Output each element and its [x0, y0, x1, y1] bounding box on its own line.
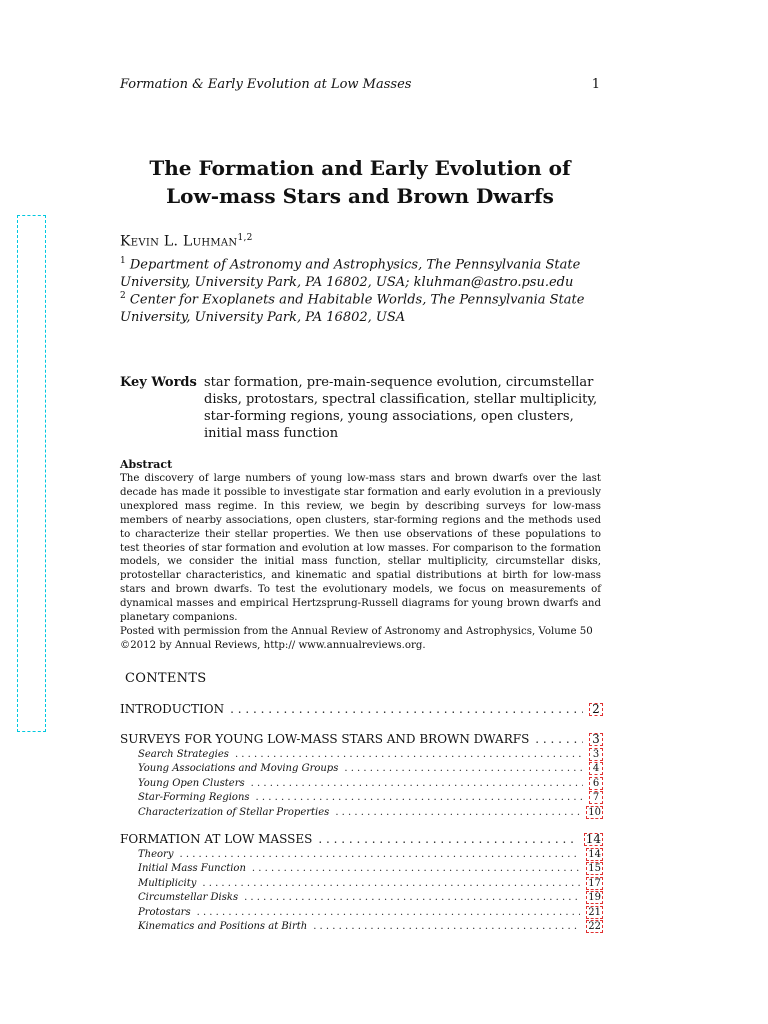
affiliation-2: [120, 287, 600, 327]
paper-title-line1: The Formation and Early Evolution of: [149, 156, 571, 180]
abstract-heading: Abstract: [120, 458, 173, 471]
toc-section-label: SURVEYS FOR YOUNG LOW-MASS STARS AND BROWN DWARFS: [120, 732, 530, 746]
arxiv-link-box[interactable]: [17, 215, 46, 732]
toc-section: [120, 830, 603, 848]
affiliation-2-text: Center for Exoplanets and Habitable Worlds, The Pennsylvania State University, University Park, PA 16802, USA: [120, 292, 585, 326]
toc-leader: [251, 777, 583, 791]
affiliation-2-mark: 2: [120, 291, 126, 301]
toc-leader: [535, 730, 583, 748]
keywords-label: Key Words: [120, 375, 197, 390]
permission-note: Posted with permission from the Annual Review of Astronomy and Astrophysics, Volume 50: [120, 625, 593, 637]
toc-leader: [335, 806, 580, 820]
toc-page-link[interactable]: 22: [588, 920, 601, 932]
author-name: Kevin L. Luhman: [120, 233, 238, 250]
toc-leader: [313, 920, 580, 934]
toc-subsection-label: Multiplicity: [138, 877, 197, 889]
toc-section-label: FORMATION AT LOW MASSES: [120, 831, 313, 846]
toc-page-link[interactable]: 14: [585, 831, 601, 846]
toc-page-link[interactable]: 10: [588, 806, 601, 818]
affiliation-1-mark: 1: [120, 256, 126, 266]
contents-heading: CONTENTS: [125, 671, 207, 686]
toc-section: [120, 700, 603, 718]
toc-page-link[interactable]: 6: [589, 777, 603, 790]
copyright-note: ©2012 by Annual Reviews, http:// www.annualreviews.org.: [120, 639, 426, 651]
toc-subsection-label: Initial Mass Function: [138, 863, 246, 875]
table-of-contents: [120, 700, 603, 934]
toc-leader: [256, 791, 583, 805]
abstract-body: The discovery of large numbers of young low-mass stars and brown dwarfs over the last decade has made it possible to investigate star formation and early evolution in a previously unexplored mass regime. In this review, we begin by describing surveys for low-mass members of nearby associations, open clusters, star-forming regions and the methods used to characterize their stellar properties. We then use observations of these populations to test theories of star formation and evolution at low masses. For comparison to the formation models, we consider the initial mass function, stellar multiplicity, circumstellar disks, protostellar characteristics, and kinematic and spatial distributions at birth for low-mass stars and brown dwarfs. To test the evolutionary models, we focus on measurements of dynamical masses and empirical Hertzsprung-Russell diagrams for young brown dwarfs and planetary companions.: [120, 473, 601, 624]
toc-subsection: [120, 791, 603, 805]
toc-leader: [230, 700, 583, 718]
toc-subsection: [120, 748, 603, 762]
toc-leader: [344, 762, 583, 776]
toc-page-link[interactable]: 19: [588, 892, 601, 904]
toc-subsection: [120, 891, 603, 905]
toc-subsection: [120, 848, 603, 862]
toc-page-link[interactable]: 4: [589, 762, 603, 775]
toc-subsection: [120, 862, 603, 876]
toc-page-link[interactable]: 7: [589, 791, 603, 804]
toc-leader: [252, 862, 580, 876]
toc-subsection-label: Protostars: [138, 906, 191, 918]
abstract: [120, 472, 601, 653]
running-head: [120, 77, 600, 92]
paper-title-line2: Low-mass Stars and Brown Dwarfs: [166, 184, 554, 208]
affiliation-1-text: Department of Astronomy and Astrophysics, The Pennsylvania State University, University Park, PA 16802, USA; kluhman@astro.psu.edu: [120, 257, 581, 291]
toc-page-link[interactable]: 14: [588, 848, 601, 860]
toc-subsection: [120, 877, 603, 891]
running-head-title: Formation & Early Evolution at Low Masses: [120, 77, 412, 92]
toc-subsection-label: Theory: [138, 848, 174, 860]
toc-page-link[interactable]: 21: [588, 906, 601, 918]
toc-subsection: [120, 777, 603, 791]
toc-page-link[interactable]: 3: [589, 733, 603, 746]
page-number: 1: [591, 77, 600, 92]
toc-subsection-label: Star-Forming Regions: [138, 792, 250, 804]
author-affiliation-marks: 1,2: [237, 233, 253, 243]
toc-leader: [244, 891, 580, 905]
toc-subsection: [120, 920, 603, 934]
toc-subsection-label: Search Strategies: [138, 749, 229, 760]
toc-section: [120, 730, 603, 748]
toc-page-link[interactable]: 3: [589, 748, 603, 761]
toc-leader: [197, 906, 581, 920]
keywords-text: star formation, pre-main-sequence evolution, circumstellar disks, protostars, spectral classification, stellar multiplicity, star-forming regions, young associations, open clusters, initial mass function: [204, 375, 598, 441]
toc-page-link[interactable]: 17: [588, 877, 601, 889]
toc-subsection: [120, 762, 603, 776]
toc-page-link[interactable]: 15: [588, 863, 601, 875]
toc-subsection-label: Kinematics and Positions at Birth: [138, 920, 308, 932]
toc-leader: [235, 748, 583, 762]
toc-section-label: INTRODUCTION: [120, 702, 225, 716]
keywords: [120, 374, 610, 442]
toc-page-link[interactable]: 2: [589, 703, 603, 716]
toc-subsection-label: Young Associations and Moving Groups: [138, 763, 339, 775]
toc-subsection: [120, 906, 603, 920]
author: [120, 233, 253, 250]
toc-subsection: [120, 806, 603, 820]
toc-leader: [202, 877, 580, 891]
paper-title: [120, 154, 600, 210]
toc-subsection-label: Characterization of Stellar Properties: [138, 806, 330, 818]
toc-leader: [179, 848, 580, 862]
toc-subsection-label: Circumstellar Disks: [138, 892, 239, 904]
toc-subsection-label: Young Open Clusters: [138, 777, 245, 789]
toc-leader: [318, 830, 577, 848]
